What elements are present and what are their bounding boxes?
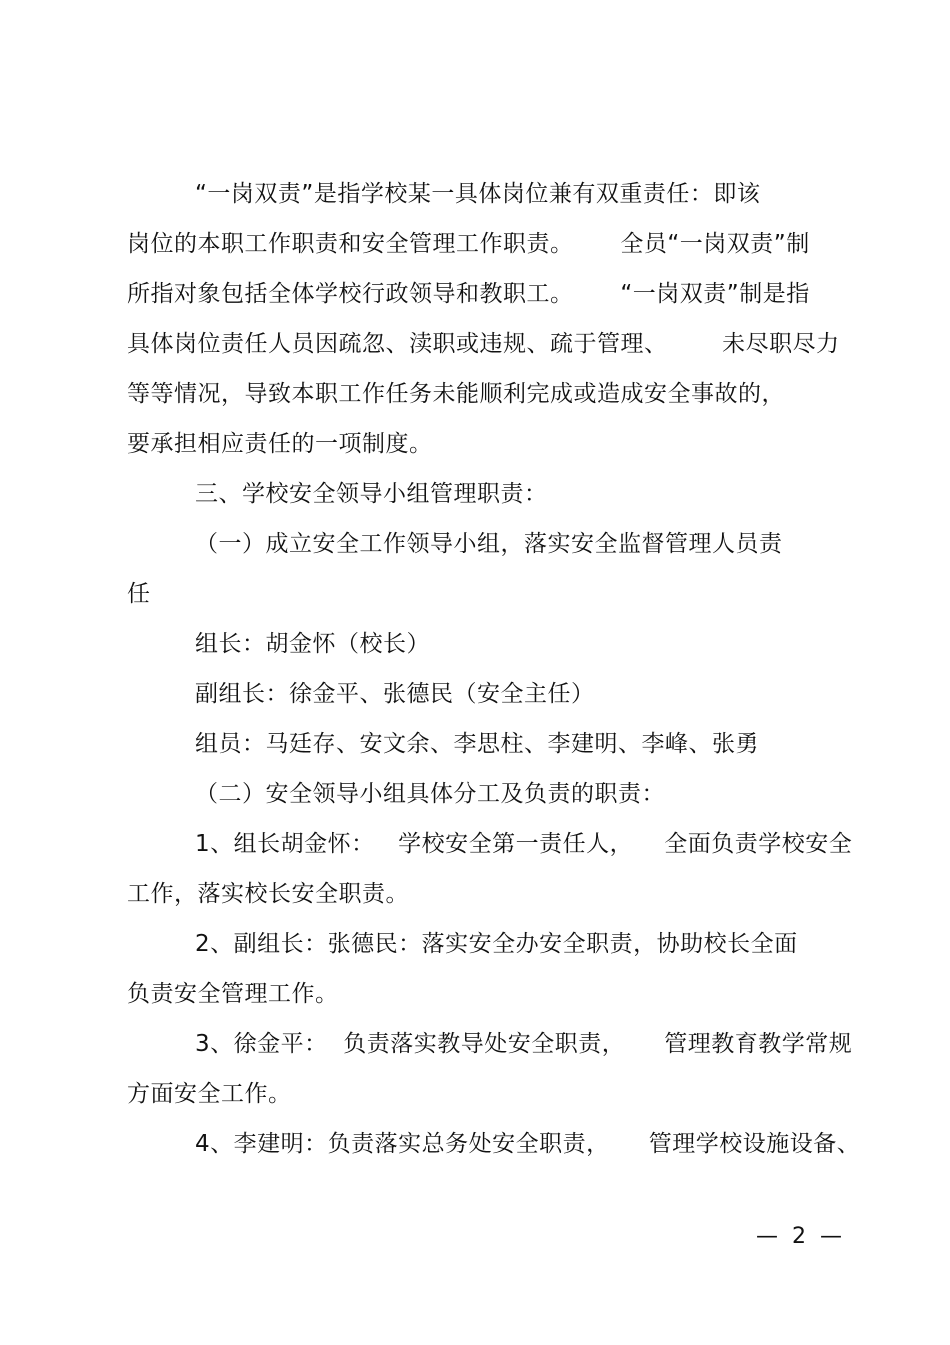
list-item: 1、组长胡金怀： 学校安全第一责任人， 全面负责学校安全 — [195, 831, 853, 857]
text-line: 等等情况，导致本职工作任务未能顺利完成或造成安全事故的， — [127, 381, 785, 407]
list-item: 4、李建明：负责落实总务处安全职责， 管理学校设施设备、 — [195, 1131, 861, 1157]
text-line: 所指对象包括全体学校行政领导和教职工。 “一岗双责”制是指 — [127, 281, 810, 307]
list-item: 2、副组长：张德民：落实安全办安全职责，协助校长全面 — [195, 931, 798, 957]
text-line: 组员：马廷存、安文余、李思柱、李建明、李峰、张勇 — [195, 731, 759, 757]
text-line: 副组长：徐金平、张德民（安全主任） — [195, 681, 595, 707]
text-line: “一岗双责”是指学校某一具体岗位兼有双重责任：即该 — [195, 181, 761, 207]
text-line: 方面安全工作。 — [127, 1081, 292, 1107]
page-number: — 2 — — [756, 1224, 842, 1249]
text-line: 负责安全管理工作。 — [127, 981, 339, 1007]
text-line: 具体岗位责任人员因疏忽、渎职或违规、疏于管理、 未尽职尽力 — [127, 331, 840, 357]
text-line: 要承担相应责任的一项制度。 — [127, 431, 433, 457]
subsection-heading: （一）成立安全工作领导小组，落实安全监督管理人员责 — [195, 531, 783, 557]
list-item: 3、徐金平： 负责落实教导处安全职责， 管理教育教学常规 — [195, 1031, 853, 1057]
section-heading: 三、学校安全领导小组管理职责： — [195, 481, 548, 507]
text-line: 任 — [127, 581, 151, 607]
text-line: 岗位的本职工作职责和安全管理工作职责。 全员“一岗双责”制 — [127, 231, 810, 257]
text-line: 组长：胡金怀（校长） — [195, 631, 430, 657]
subsection-heading: （二）安全领导小组具体分工及负责的职责： — [195, 781, 665, 807]
text-line: 工作，落实校长安全职责。 — [127, 881, 409, 907]
